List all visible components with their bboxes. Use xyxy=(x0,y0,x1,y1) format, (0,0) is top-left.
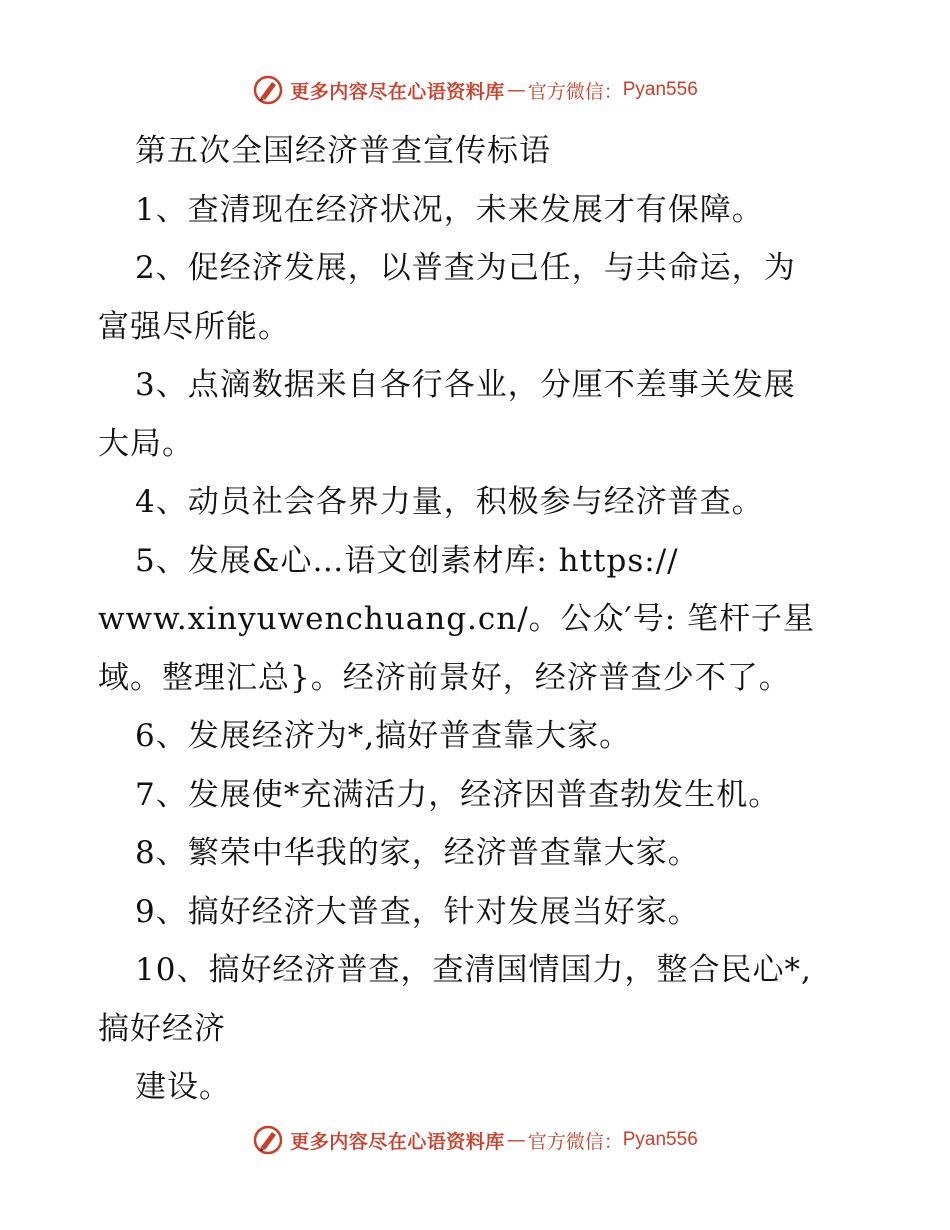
banner-wechat-id: Pyan556 xyxy=(622,1129,698,1150)
banner-brand-text: 更多内容尽在心语资料库 xyxy=(290,80,505,103)
pen-logo-icon xyxy=(252,74,284,106)
slogan-line: 5、发展&心…语文创素材库: https:// xyxy=(135,542,679,579)
slogan-line: 1、查清现在经济状况，未来发展才有保障。 xyxy=(135,191,764,228)
slogan-line: 7、发展使*充满活力，经济因普查勃发生机。 xyxy=(135,776,781,813)
slogan-line: 域。整理汇总}。经济前景好，经济普查少不了。 xyxy=(98,659,791,696)
banner-wechat-id: Pyan556 xyxy=(622,79,698,100)
document-title: 第五次全国经济普查宣传标语 xyxy=(135,133,551,169)
document-body xyxy=(98,122,858,1117)
slogan-line: 8、繁荣中华我的家，经济普查靠大家。 xyxy=(135,835,700,871)
slogan-line: 4、动员社会各界力量，积极参与经济普查。 xyxy=(135,484,764,520)
header-banner xyxy=(0,70,950,110)
banner-wechat-label: 官方微信： xyxy=(527,80,623,103)
slogan-line: 建设。 xyxy=(135,1069,231,1105)
slogan-line: 9、搞好经济大普查，针对发展当好家。 xyxy=(135,893,700,930)
banner-brand-text: 更多内容尽在心语资料库 xyxy=(290,1130,505,1153)
slogan-line: 6、发展经济为*,搞好普查靠大家。 xyxy=(135,718,632,754)
pen-logo-icon xyxy=(252,1124,284,1156)
slogan-line: www.xinyuwenchuang.cn/。公众′号: 笔杆子星 xyxy=(98,601,816,637)
banner-dash: — xyxy=(506,1129,526,1151)
slogan-line: 10、搞好经济普查，查清国情国力，整合民心*, xyxy=(135,952,812,988)
slogan-line: 搞好经济 xyxy=(98,1010,226,1047)
slogan-line: 2、促经济发展，以普查为己任，与共命运，为 xyxy=(135,250,796,286)
slogan-line: 富强尽所能。 xyxy=(98,308,290,345)
slogan-line: 大局。 xyxy=(98,425,194,462)
footer-banner xyxy=(0,1120,950,1160)
banner-wechat-label: 官方微信： xyxy=(527,1130,623,1153)
slogan-line: 3、点滴数据来自各行各业，分厘不差事关发展 xyxy=(135,367,796,403)
banner-dash: — xyxy=(506,79,526,101)
